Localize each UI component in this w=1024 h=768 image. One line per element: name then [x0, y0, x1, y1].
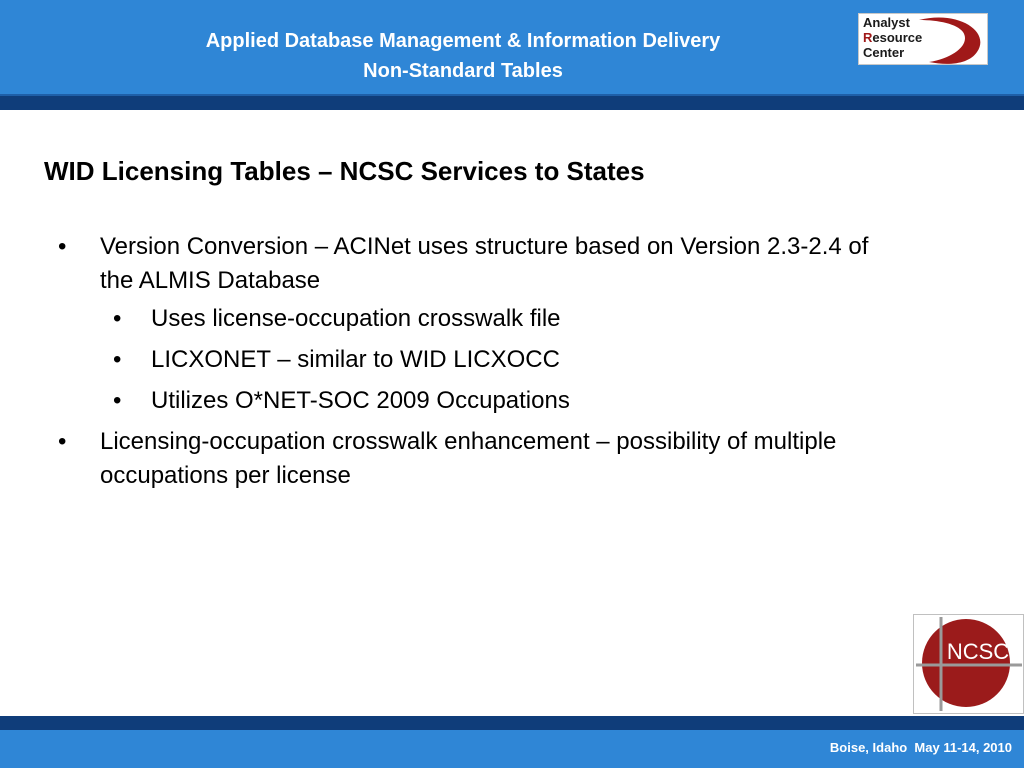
presentation-title [0, 26, 926, 86]
bullet-item [58, 230, 908, 298]
logo-wordmark [863, 15, 922, 60]
footer-bar [0, 730, 1024, 768]
slide-title: WID Licensing Tables – NCSC Services to States [44, 156, 645, 186]
presentation-title-line2: Non-Standard Tables [363, 60, 563, 82]
logo-line2 [863, 30, 922, 45]
bullet-text: Licensing-occupation crosswalk enhancement – possibility of multiple occupations per license [100, 428, 837, 489]
sub-bullet-dot: • [113, 346, 122, 373]
header-bar [0, 0, 1024, 94]
logo-line1: Analyst [863, 15, 910, 30]
footer-divider [0, 716, 1024, 730]
ncsc-logo-text: NCSC [946, 639, 1010, 664]
sub-bullet-item [113, 302, 908, 336]
sub-bullet-item [113, 384, 908, 418]
sub-bullet-dot: • [113, 387, 122, 414]
footer-location-date: Boise, Idaho May 11-14, 2010 [829, 740, 1012, 755]
analyst-resource-center-logo [858, 13, 988, 65]
bullet-list [58, 230, 908, 497]
bullet-text: Version Conversion – ACINet uses structure based on Version 2.3-2.4 of the ALMIS Database [100, 233, 869, 294]
header-divider [0, 94, 1024, 110]
presentation-title-line1: Applied Database Management & Information Delivery [205, 30, 721, 52]
logo-line2-rest: esource [872, 30, 923, 45]
header-divider-line [0, 94, 1024, 96]
sub-bullet-item [113, 343, 908, 377]
bullet-item [58, 425, 908, 493]
bullet-dot: • [58, 233, 67, 260]
sub-bullet-text: Uses license-occupation crosswalk file [151, 305, 561, 332]
ncsc-logo [913, 614, 1024, 714]
sub-bullet-text: LICXONET – similar to WID LICXOCC [151, 346, 560, 373]
sub-bullet-text: Utilizes O*NET-SOC 2009 Occupations [151, 387, 570, 414]
logo-line2-cap: R [863, 30, 873, 45]
bullet-dot: • [58, 428, 67, 455]
logo-line3: Center [863, 45, 905, 60]
sub-bullet-dot: • [113, 305, 122, 332]
